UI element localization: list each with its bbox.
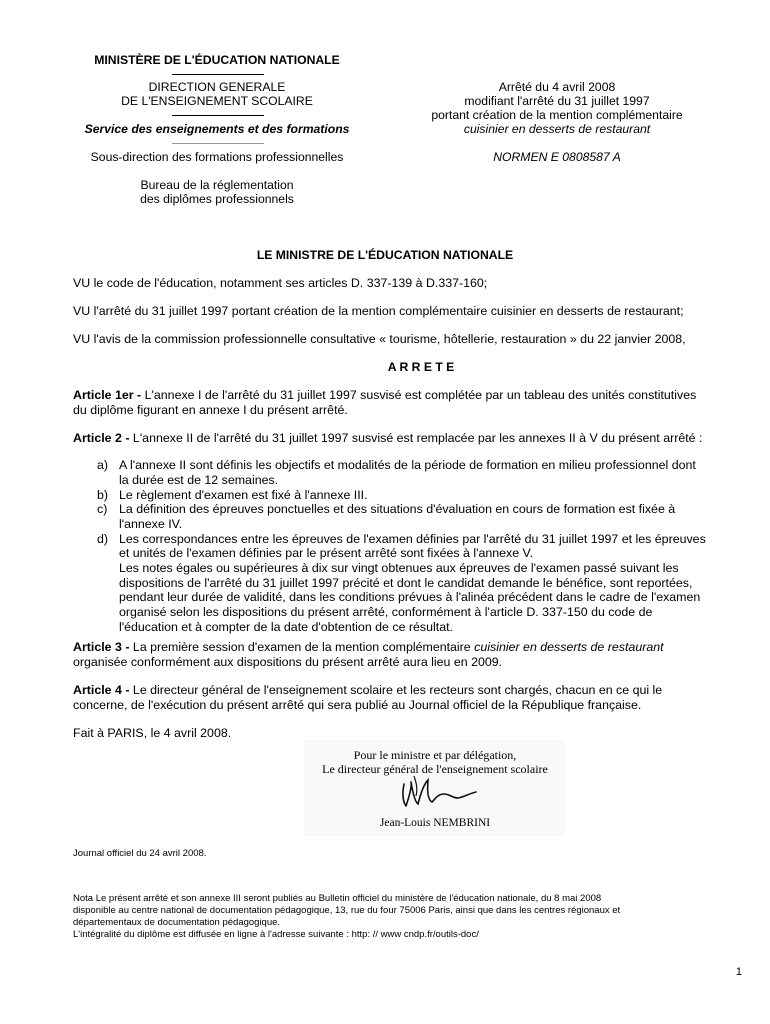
list-item-label: a): [97, 458, 109, 472]
handwritten-signature-icon: [394, 772, 484, 814]
list-item-text: Les notes égales ou supérieures à dix sur vingt obtenues aux épreuves de l'examen passé suivant les: [119, 560, 679, 575]
nota-line: Nota Le présent arrêté et son annexe III seront publiés au Bulletin officiel du ministère de l'éducation nationale, du 8 mai 2008: [73, 893, 602, 904]
article-3-text: La première session d'examen de la mention complémentaire: [132, 640, 471, 654]
list-item-text: organisé selon les dispositions du présent arrêté, conformément à l'article D. 337-150 du code de: [119, 605, 653, 619]
article-4-text-line-1: Le directeur général de l'enseignement scolaire et les recteurs sont chargés, chacun en ce qui le: [132, 683, 663, 697]
list-item-label: c): [97, 502, 108, 516]
list-item-label: b): [97, 487, 109, 502]
vu-paragraph: VU l'arrêté du 31 juillet 1997 portant création de la mention complémentaire cuisinier en desserts de restaurant;: [73, 304, 684, 318]
list-item-label: d): [97, 531, 109, 546]
list-item-text: pendant leur durée de validité, dans les conditions prévues à l'alinéa précédent dans le cadre de l'examen: [119, 590, 701, 605]
decree-modifies: modifiant l'arrêté du 31 juillet 1997: [464, 94, 650, 108]
fait-a-paris: Fait à PARIS, le 4 avril 2008.: [73, 726, 232, 740]
article-3: [73, 640, 753, 655]
separator-line: [172, 115, 264, 116]
arrete-heading: A R R E T E: [387, 360, 455, 374]
article-1: [73, 388, 753, 403]
article-3-label: Article 3 -: [73, 640, 130, 654]
decree-creation: portant création de la mention complémentaire: [431, 108, 683, 122]
article-1-text-line-1: L'annexe I de l'arrêté du 31 juillet 1997 susvisé est complétée par un tableau des unités constitutives: [144, 388, 697, 402]
list-item-text: l'éducation et à compter de la date d'obtention de ce résultat.: [119, 619, 453, 634]
article-4: [73, 683, 753, 698]
minister-title: LE MINISTRE DE L'ÉDUCATION NATIONALE: [256, 248, 514, 262]
bureau-line-1: Bureau de la réglementation: [140, 178, 294, 192]
list-item-text: Le règlement d'examen est fixé à l'annexe III.: [119, 487, 368, 502]
article-3-mention: cuisinier en desserts de restaurant: [474, 640, 664, 654]
article-4-label: Article 4 -: [73, 683, 130, 697]
article-2: [73, 431, 763, 446]
decree-date: Arrêté du 4 avril 2008: [498, 80, 616, 94]
nota-line: disponible au centre national de documentation pédagogique, 13, rue du four 75006 Paris, ainsi que dans les centres régionaux et: [73, 905, 621, 916]
signatory-name: Jean-Louis NEMBRINI: [379, 817, 491, 829]
list-item-text: et unités de l'examen définies par le présent arrêté sont fixées à l'annexe V.: [119, 546, 534, 561]
signature-delegation: Pour le ministre et par délégation,: [353, 748, 517, 762]
list-item-text: dispositions de l'arrêté du 31 juillet 1997 précité et dont le candidat demande le bénéfice, sont reportées,: [119, 575, 693, 590]
service-line: Service des enseignements et des formations: [84, 122, 350, 136]
article-1-label: Article 1er -: [73, 388, 142, 402]
vu-paragraph: VU le code de l'éducation, notamment ses articles D. 337-139 à D.337-160;: [73, 276, 488, 290]
journal-officiel-note: Journal officiel du 24 avril 2008.: [73, 848, 207, 859]
separator-line: [172, 143, 264, 144]
article-4-text-line-2: concerne, de l'exécution du présent arrêté qui sera publié au Journal officiel de la République française.: [73, 698, 642, 712]
article-2-label: Article 2 -: [73, 431, 130, 445]
ministry-heading: MINISTÈRE DE L'ÉDUCATION NATIONALE: [94, 53, 340, 67]
article-2-text: L'annexe II de l'arrêté du 31 juillet 1997 susvisé est remplacée par les annexes II à V du présent arrêté :: [132, 431, 703, 445]
list-item-text: la durée est de 12 semaines.: [119, 472, 279, 487]
nota-line: L'intégralité du diplôme est diffusée en ligne à l'adresse suivante : http: // www cndp.fr/outils-doc/: [73, 929, 479, 940]
nota-line: départementaux de documentation pédagogique.: [73, 917, 281, 928]
list-item-text: Les correspondances entre les épreuves de l'examen définies par l'arrêté du 31 juillet 1997 et les épreuves: [119, 531, 706, 546]
decree-mention: cuisinier en desserts de restaurant: [463, 122, 651, 136]
list-item-text: A l'annexe II sont définis les objectifs et modalités de la période de formation en milieu professionnel dont: [119, 458, 696, 472]
direction-line-2: DE L'ENSEIGNEMENT SCOLAIRE: [121, 94, 313, 108]
article-3-text-line-2: organisée conformément aux dispositions du présent arrêté aura lieu en 2009.: [73, 655, 503, 669]
article-1-text-line-2: du diplôme figurant en annexe I du présent arrêté.: [73, 403, 348, 417]
separator-line: [172, 74, 264, 75]
subdirection-line: Sous-direction des formations professionnelles: [90, 150, 344, 164]
signature-title: Le directeur général de l'enseignement scolaire: [322, 762, 548, 776]
signature-block: [304, 740, 566, 836]
decree-reference: NORMEN E 0808587 A: [493, 150, 621, 164]
list-item-text: La définition des épreuves ponctuelles et des situations d'évaluation en cours de formation est fixée à: [119, 502, 676, 516]
list-item-text: l'annexe IV.: [119, 516, 183, 531]
bureau-line-2: des diplômes professionnels: [140, 192, 294, 206]
page-number: 1: [735, 966, 742, 978]
vu-paragraph: VU l'avis de la commission professionnelle consultative « tourisme, hôtellerie, restauration » du 22 janvier 2008,: [73, 332, 686, 346]
direction-line-1: DIRECTION GENERALE: [148, 80, 286, 94]
